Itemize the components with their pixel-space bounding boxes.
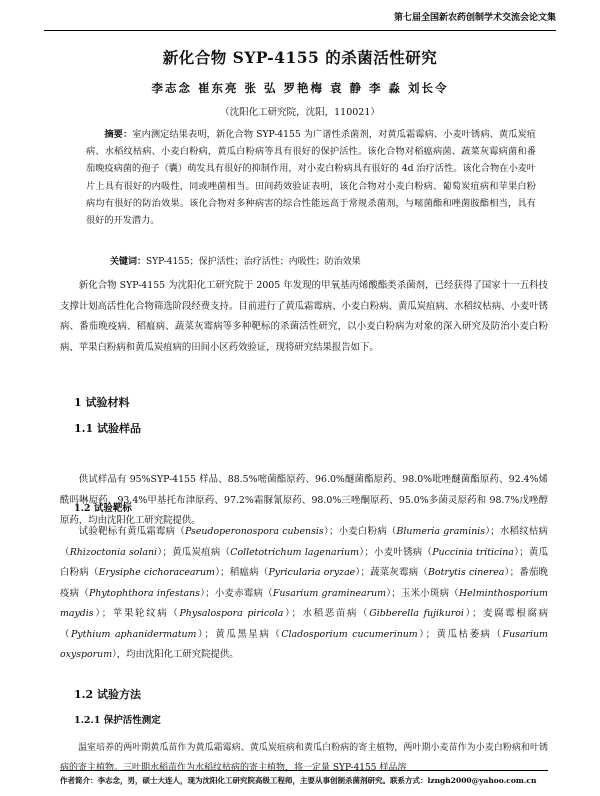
target-item: 水稻纹枯病（Rhizoctonia solani）； xyxy=(60,526,548,558)
target-latin-name: Puccinia triticina xyxy=(432,546,514,558)
target-latin-name: Erysiphe cichoracearum xyxy=(98,567,215,578)
abstract-text: 室内测定结果表明，新化合物 SYP-4155 为广谱性杀菌剂，对黄瓜霜霉病、小麦叶锈病、黄瓜炭疽病、水稻纹枯病、小麦白粉病，黄瓜白粉病等具有很好的保护活性。该化合物对稻瘟病菌、蔬菜灰霉病菌和番茄晚疫病菌的孢子（囊）萌发具有很好的抑制作用，对小麦白粉病具有很好的 4d 治疗活性。该化合物在小麦叶片上具有很好的内吸性，同或唑菌相当。田间药效验证表明，该化合物对小麦白粉病、葡萄炭疽病和苹果白粉病均有很好的防治效果。该化合物对多种病害的综合性能远高于常规杀菌剂，与嘧菌酯和唑菌胺酯相当，具有很好的开发潜力。 xyxy=(86,129,536,227)
keyword: 内吸性 xyxy=(288,257,316,267)
keyword: 保护活性 xyxy=(198,257,235,267)
target-name: 苹果轮纹病 xyxy=(111,608,169,619)
target-name: 小麦白粉病 xyxy=(338,526,387,537)
target-item: 黄瓜枯萎病（Fusarium oxysporum）， xyxy=(60,628,548,660)
abstract xyxy=(86,126,536,229)
keyword: 防治效果 xyxy=(324,257,361,267)
intro-paragraph: 新化合物 SYP-4155 为沈阳化工研究院于 2005 年发现的甲氧基丙烯酸酯类杀菌剂，已经获得了国家十一五科技支撑计划高活性化合物筛选阶段经费支持。目前进行了黄瓜霜霉病、小麦白粉病、黄瓜炭疽病、水稻纹枯病、小麦叶锈病、番茄晚疫病、稻瘟病、蔬菜灰霉病等多种靶标的杀菌活性研究，以小麦白粉病为对象的深入研究及防治小麦白粉病、苹果白粉病和黄瓜炭疽病的田间小区药效验证，现将研究结果报告如下。 xyxy=(60,280,548,353)
subsection-heading: 1.2.1 保护活性测定 xyxy=(74,715,161,726)
keyword: SYP-4155 xyxy=(146,257,190,267)
target-name: 玉米小斑病 xyxy=(400,587,450,599)
paper-title: 新化合物 SYP-4155 的杀菌活性研究 xyxy=(162,48,438,67)
target-item: 苹果轮纹病（Physalospora piricola）； xyxy=(111,608,301,619)
author-footnote: 作者简介：李志念，男，硕士大连人，现为沈阳化工研究院高级工程师，主要从事创制杀菌剂研究。联系方式：lzngh2000@yahoo.com.cn xyxy=(60,770,548,786)
target-latin-name: Botrytis cinerea xyxy=(428,567,505,578)
target-name: 麦腐霉根腐病 xyxy=(481,608,548,619)
target-latin-name: Rhizoctonia solani xyxy=(69,546,158,558)
target-latin-name: Fusarium oxysporum xyxy=(60,628,548,660)
target-item: 黄瓜炭疽病（Colletotrichum lagenarium）； xyxy=(171,546,374,558)
target-name: 黄瓜黑星病 xyxy=(213,628,271,640)
target-item: 水稻恶苗病（Gibberella fujikuroi）； xyxy=(300,608,482,619)
section-heading: 1 试验材料 xyxy=(74,396,130,409)
target-latin-name: Blumeria graminis xyxy=(396,526,486,537)
samples-paragraph: 供试样品有 95%SYP-4155 样品、88.5%嘧菌酯原药、96.0%醚菌酯原药、98.0%吡唑醚菌酯原药、92.4%烯酰吗啉原药、93.4%甲基托布津原药、97.2%霜脲氰原药、98.0%三唑酮原药、95.0%多菌灵原药和 98.7%戊唑醇原药，均由沈阳化工研究院提供。 xyxy=(60,474,548,526)
target-item: 小麦叶锈病（Puccinia triticina）； xyxy=(373,546,529,558)
target-item: 番茄晚疫病（Phytophthora infestans）； xyxy=(60,567,548,599)
target-item: 小麦白粉病（Blumeria graminis）； xyxy=(338,526,500,537)
target-latin-name: Cladosporium cucumerinum xyxy=(281,628,418,640)
target-name: 水稻纹枯病 xyxy=(499,526,548,537)
keyword: 治疗活性 xyxy=(243,257,280,267)
keywords: 关键词：SYP-4155；保护活性；治疗活性；内吸性；防治效果 xyxy=(110,257,361,267)
abstract-label: 摘要： xyxy=(104,129,133,140)
targets-paragraph xyxy=(60,522,548,666)
target-item: 小麦赤霉病（Fusarium graminearum）； xyxy=(214,587,401,599)
target-latin-name: Fusarium graminearum xyxy=(272,587,387,599)
section-heading: 1.2 试验方法 xyxy=(74,688,141,701)
target-name: 黄瓜霜霉病 xyxy=(127,526,176,537)
target-latin-name: Colletotrichum lagenarium xyxy=(230,546,359,558)
subsection-heading: 1.1 试验样品 xyxy=(74,422,141,435)
target-name: 黄瓜枯萎病 xyxy=(434,628,492,640)
target-latin-name: Gibberella fujikuroi xyxy=(369,608,464,619)
keywords-label: 关键词： xyxy=(110,257,147,267)
target-name: 小麦赤霉病 xyxy=(214,587,264,599)
target-latin-name: Pseudoperonospora cubensis xyxy=(184,526,324,537)
target-item: 黄瓜黑星病（Cladosporium cucumerinum）； xyxy=(213,628,435,640)
target-name: 水稻恶苗病 xyxy=(300,608,359,619)
target-item: 玉米小斑病（Helminthosporium maydis）； xyxy=(60,587,548,619)
target-name: 小麦叶锈病 xyxy=(373,546,423,558)
target-name: 番茄晚疫病 xyxy=(60,567,548,599)
target-latin-name: Pyricularia oryzae xyxy=(268,567,356,578)
target-item: 黄瓜霜霉病（Pseudoperonospora cubensis）； xyxy=(127,526,339,537)
target-latin-name: Phytophthora infestans xyxy=(89,587,200,599)
target-latin-name: Pythium aphanidermatum xyxy=(71,628,197,640)
subsection-heading: 1.2 试验靶标 xyxy=(74,503,132,514)
target-latin-name: Physalospora piricola xyxy=(179,608,284,619)
target-item: 蔬菜灰霉病（Botrytis cinerea）； xyxy=(369,567,520,578)
target-name: 蔬菜灰霉病 xyxy=(369,567,419,578)
targets-outro: 均由沈阳化工研究院提供。 xyxy=(126,649,239,660)
target-name: 黄瓜炭疽病 xyxy=(171,546,221,558)
target-item: 黄瓜白粉病（Erysiphe cichoracearum）； xyxy=(60,546,548,578)
affiliation: （沈阳化工研究院，沈阳，110021） xyxy=(220,107,380,118)
running-header: 第七届全国新农药创制学术交流会论文集 xyxy=(44,6,556,31)
target-latin-name: Helminthosporium maydis xyxy=(60,587,548,619)
author-list: 李志念 崔东亮 张 弘 罗艳梅 袁 静 李 淼 刘长令 xyxy=(151,81,449,95)
target-name: 黄瓜白粉病 xyxy=(60,546,548,578)
target-item: 稻瘟病（Pyricularia oryzae）； xyxy=(229,567,370,578)
target-name: 稻瘟病 xyxy=(229,567,259,578)
targets-lead: 试验靶标有 xyxy=(78,526,128,537)
method-paragraph: 温室培养的两叶期黄瓜苗作为黄瓜霜霉病、黄瓜炭疽病和黄瓜白粉病的寄主植物，两叶期小麦苗作为小麦白粉病和叶锈病的寄主植物。三叶期水稻苗作为水稻纹枯病的寄主植物，将一定量 SYP-4155 样品溶 xyxy=(60,743,548,773)
target-item: 麦腐霉根腐病（Pythium aphanidermatum）； xyxy=(60,608,548,640)
